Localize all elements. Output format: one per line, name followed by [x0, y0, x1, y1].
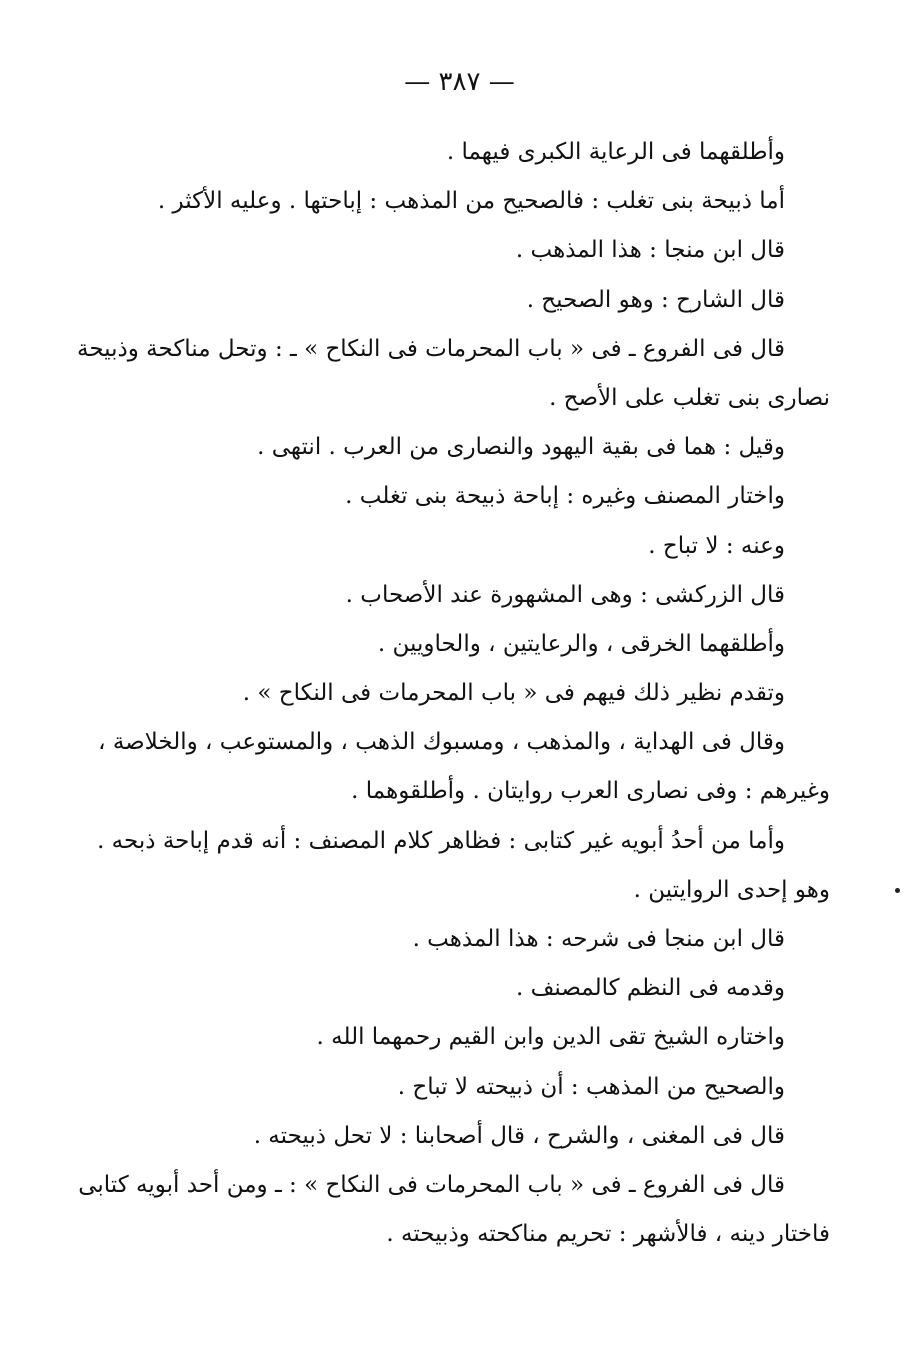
text-line: واختاره الشيخ تقى الدين وابن القيم رحمهما الله .	[316, 1024, 785, 1051]
text-line: قال ابن منجا : هذا المذهب .	[515, 237, 785, 264]
text-line: قال الزركشى : وهى المشهورة عند الأصحاب .	[345, 581, 785, 608]
text-line: وهو إحدى الروايتين .	[633, 876, 830, 903]
text-line: والصحيح من المذهب : أن ذبيحته لا تباح .	[397, 1073, 785, 1100]
text-line: فاختار دينه ، فالأشهر : تحريم مناكحته وذبيحته .	[386, 1221, 830, 1248]
text-line: وتقدم نظير ذلك فيهم فى « باب المحرمات فى النكاح » .	[242, 680, 785, 707]
text-line: وغيرهم : وفى نصارى العرب روايتان . وأطلقوهما .	[351, 778, 830, 805]
text-line: وأما من أحدُ أبويه غير كتابى : فظاهر كلام المصنف : أنه قدم إباحة ذبحه .	[97, 827, 785, 854]
text-line: وقيل : هما فى بقية اليهود والنصارى من العرب . انتهى .	[257, 434, 785, 461]
text-line: واختار المصنف وغيره : إباحة ذبيحة بنى تغلب .	[345, 483, 785, 510]
text-line: قال فى المغنى ، والشرح ، قال أصحابنا : لا تحل ذبيحته .	[253, 1122, 785, 1149]
margin-mark	[895, 888, 900, 893]
text-line: وعنه : لا تباح .	[648, 532, 785, 559]
text-line: قال ابن منجا فى شرحه : هذا المذهب .	[412, 926, 785, 952]
text-line: وأطلقهما فى الرعاية الكبرى فيهما .	[446, 139, 785, 165]
text-line: وقال فى الهداية ، والمذهب ، ومسبوك الذهب ، والمستوعب ، والخلاصة ،	[98, 729, 785, 756]
text-line: أما ذبيحة بنى تغلب : فالصحيح من المذهب : إباحتها . وعليه الأكثر .	[157, 188, 785, 215]
page-number: — ٣٨٧ —	[404, 67, 515, 97]
text-line: وقدمه فى النظم كالمصنف .	[515, 975, 785, 1002]
text-line: نصارى بنى تغلب على الأصح .	[549, 384, 830, 411]
text-line: قال فى الفروع ـ فى « باب المحرمات فى النكاح » : ـ ومن أحد أبويه كتابى	[78, 1171, 785, 1198]
text-line: قال الشارح : وهو الصحيح .	[526, 286, 785, 313]
body-text	[76, 128, 830, 1259]
text-line: وأطلقهما الخرقى ، والرعايتين ، والحاويين .	[377, 630, 785, 657]
text-line: قال فى الفروع ـ فى « باب المحرمات فى النكاح » ـ : وتحل مناكحة وذبيحة	[76, 335, 785, 362]
